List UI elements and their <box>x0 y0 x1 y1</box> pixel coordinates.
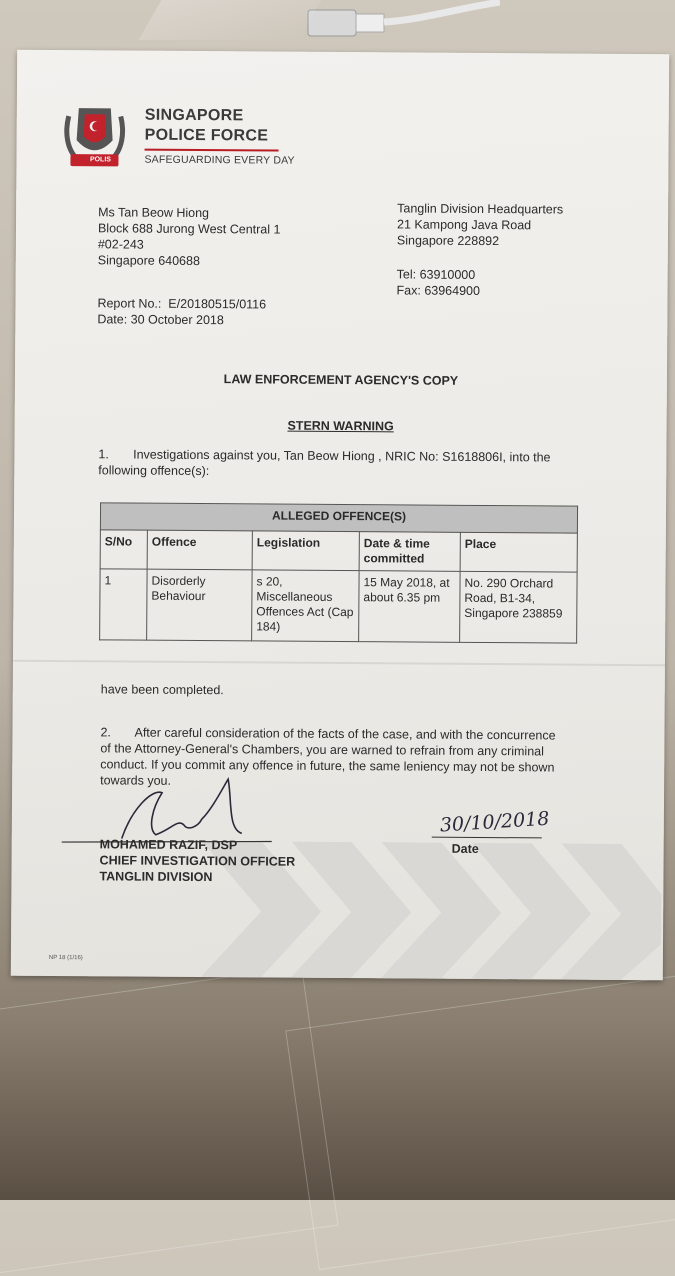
crest-badge-text: POLIS <box>89 156 111 164</box>
alleged-offences-table <box>99 502 578 643</box>
recipient-address-line2: #02-243 <box>97 237 144 252</box>
org-name-line2: POLICE FORCE <box>144 126 269 145</box>
warning-title: STERN WARNING <box>287 418 394 434</box>
police-crest-logo <box>58 102 131 175</box>
col-header-offence: Offence <box>147 530 252 570</box>
report-date: Date: 30 October 2018 <box>97 312 224 328</box>
cell-datetime: 15 May 2018, at about 6.35 pm <box>359 571 460 643</box>
signatory-division: TANGLIN DIVISION <box>99 869 213 885</box>
copy-title: LAW ENFORCEMENT AGENCY'S COPY <box>223 372 459 388</box>
date-label: Date <box>451 841 479 856</box>
sender-fax: Fax: 63964900 <box>396 283 481 298</box>
sender-line2: 21 Kampong Java Road <box>396 217 532 233</box>
recipient-address-line1: Block 688 Jurong West Central 1 <box>97 221 281 237</box>
paragraph-1-line2: following offence(s): <box>98 463 210 479</box>
signatory-name: MOHAMED RAZIF, DSP <box>99 837 238 853</box>
form-code: NP 18 (1/16) <box>48 954 83 962</box>
paragraph-2-line1: 2. After careful consideration of the facts of the case, and with the concurrence <box>100 725 556 743</box>
paper-fold-line <box>13 660 665 667</box>
cable-shadow <box>138 0 321 40</box>
report-number: Report No.: E/20180515/0116 <box>97 296 267 312</box>
col-header-datetime: Date & time committed <box>359 532 460 572</box>
sender-line1: Tanglin Division Headquarters <box>397 201 564 217</box>
cell-offence: Disorderly Behaviour <box>147 569 252 641</box>
paragraph-2-line4: towards you. <box>100 773 172 788</box>
letter-page <box>11 50 669 981</box>
col-header-legislation: Legislation <box>252 531 359 571</box>
sender-tel: Tel: 63910000 <box>396 267 476 282</box>
cell-sno: 1 <box>100 569 147 640</box>
handwritten-date: 30/10/2018 <box>439 807 550 837</box>
table-header-row <box>100 530 577 572</box>
paragraph-2-line2: of the Attorney-General's Chambers, you are warned to refrain from any criminal <box>100 741 544 759</box>
completed-text: have been completed. <box>100 682 224 698</box>
cell-place: No. 290 Orchard Road, B1-34, Singapore 238859 <box>460 571 577 643</box>
paragraph-1-line1: 1. Investigations against you, Tan Beow Hiong , NRIC No: S1618806I, into the <box>98 447 551 465</box>
signatory-title: CHIEF INVESTIGATION OFFICER <box>99 853 296 869</box>
floor-tile <box>285 972 675 1270</box>
recipient-address-line3: Singapore 640688 <box>97 253 201 269</box>
org-tagline: SAFEGUARDING EVERY DAY <box>144 153 295 167</box>
table-title: ALLEGED OFFENCE(S) <box>100 503 577 533</box>
table-row <box>100 569 577 643</box>
recipient-name: Ms Tan Beow Hiong <box>98 205 210 221</box>
col-header-place: Place <box>460 532 577 572</box>
cell-legislation: s 20, Miscellaneous Offences Act (Cap 184) <box>252 570 359 642</box>
usb-cable <box>300 0 500 50</box>
paragraph-2-line3: conduct. If you commit any offence in future, the same leniency may not be shown <box>100 757 555 775</box>
floor-tile <box>0 966 338 1276</box>
col-header-sno: S/No <box>100 530 147 569</box>
sender-line3: Singapore 228892 <box>396 233 500 249</box>
org-name-line1: SINGAPORE <box>144 106 244 125</box>
org-divider <box>145 149 279 152</box>
